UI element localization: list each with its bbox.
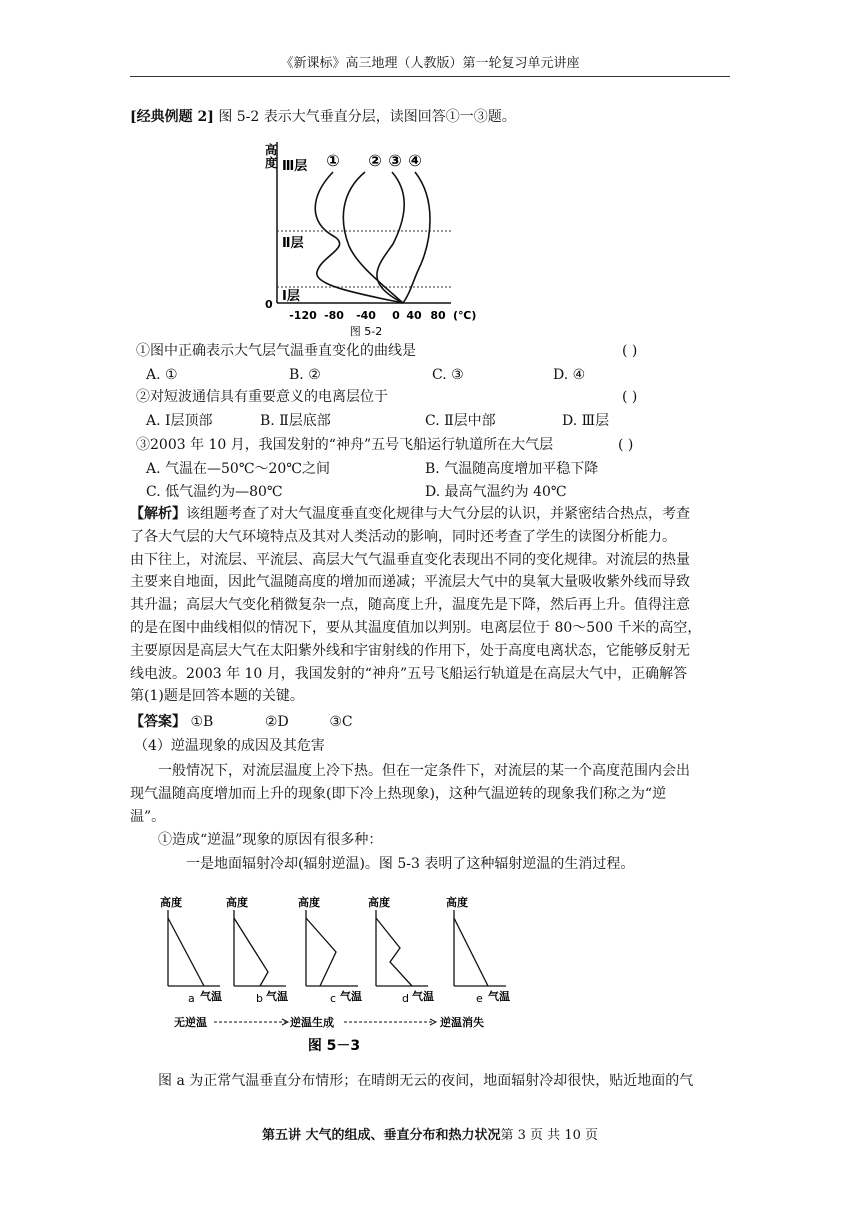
question-2-option-c: C. Ⅱ层中部 <box>425 413 496 429</box>
analysis-line: 由下往上，对流层、平流层、高层大气气温垂直变化表现出不同的变化规律。对流层的热量 <box>130 551 690 568</box>
question-2-option-b: B. Ⅱ层底部 <box>260 413 331 429</box>
analysis-line: 线电波。2003 年 10 月，我国发射的“神舟”五号飞船运行轨道是在高层大气中，正确解答 <box>130 665 688 682</box>
fig53-panel-e-ylabel: 高度 <box>446 896 468 909</box>
fig52-origin: 0 <box>265 298 273 311</box>
fig53-stage-1: 无逆温 <box>174 1016 207 1029</box>
fig52-xtick-2: -80 <box>324 309 344 322</box>
example-tag: [经典例题 2] <box>130 109 214 125</box>
fig52-curve-label-2: ② <box>368 151 382 170</box>
header-divider <box>130 76 730 77</box>
question-1-option-c: C. ③ <box>432 367 464 383</box>
example-prompt: 图 5-2 表示大气垂直分层，读图回答①一③题。 <box>218 109 516 125</box>
fig52-curve-label-3: ③ <box>388 151 402 170</box>
fig53-panel-d-ylabel: 高度 <box>368 896 390 909</box>
fig53-panel-c-xlabel: 气温 <box>340 990 362 1003</box>
fig53-panel-e-letter: e <box>476 992 483 1005</box>
fig53-panel-c <box>298 895 362 1005</box>
fig53-stage-3: 逆温消失 <box>440 1016 484 1029</box>
section-paragraph-3: 一是地面辐射冷却(辐射逆温)。图 5-3 表明了这种辐射逆温的生消过程。 <box>186 856 635 872</box>
figure-5-3 <box>158 888 530 1060</box>
fig52-xtick-5: 40 <box>406 309 422 322</box>
fig53-panel-a <box>160 895 222 1005</box>
question-2-option-d: D. Ⅲ层 <box>562 413 610 429</box>
fig52-curve-2 <box>343 172 403 303</box>
footer-chapter: 第五讲 大气的组成、垂直分布和热力状况 <box>261 1128 501 1143</box>
fig53-panel-e-xlabel: 气温 <box>488 990 510 1003</box>
question-1-option-a: A. ① <box>146 367 178 383</box>
analysis-line: 主要来自地面，因此气温随高度的增加而递减；平流层大气中的臭氧大量吸收紫外线而导致 <box>130 574 690 591</box>
fig53-curve-a <box>168 918 204 986</box>
answer-line <box>130 711 353 733</box>
section-paragraph-1 <box>130 760 732 828</box>
fig53-panel-b-letter: b <box>256 992 263 1005</box>
fig53-panel-b-xlabel: 气温 <box>266 990 288 1003</box>
fig53-curve-d <box>376 918 412 986</box>
section-p1-line: 温”。 <box>130 808 166 825</box>
analysis-line: 第(1)题是回答本题的关键。 <box>130 688 304 705</box>
fig52-unit: (℃) <box>453 309 477 322</box>
fig52-xtick-3: -40 <box>356 309 376 322</box>
question-3-option-d: D. 最高气温约为 40℃ <box>425 484 567 500</box>
fig53-panel-c-ylabel: 高度 <box>298 896 320 909</box>
question-1-stem: ①图中正确表示大气层气温垂直变化的曲线是 <box>136 343 416 359</box>
answer-item-1: ①B <box>190 714 214 730</box>
fig52-layer-1: Ⅰ层 <box>282 289 300 304</box>
question-2-option-a: A. Ⅰ层顶部 <box>146 413 213 429</box>
fig53-stage-2: 逆温生成 <box>290 1016 334 1029</box>
question-2-answer-blank: ( ) <box>622 389 638 405</box>
answer-item-2: ②D <box>264 714 289 730</box>
answer-tag: 【答案】 <box>130 714 186 730</box>
fig53-panel-d-letter: d <box>402 992 409 1005</box>
analysis-line: 主要原因是高层大气在太阳紫外线和宇宙射线的作用下，处于高度电离状态，它能够反射无 <box>130 642 690 659</box>
answer-item-3: ③C <box>329 714 353 730</box>
analysis-line: 了各大气层的大气环境特点及其对人类活动的影响，同时还考查了学生的读图分析能力。 <box>130 528 676 545</box>
example-intro <box>130 106 516 128</box>
question-1-answer-blank: ( ) <box>622 343 638 359</box>
analysis-line: 其升温；高层大气变化稍微复杂一点，随高度上升，温度先是下降，然后再上升。值得注意 <box>130 597 690 614</box>
fig52-xtick-6: 80 <box>430 309 446 322</box>
fig53-caption: 图 5－3 <box>307 1038 361 1054</box>
fig52-caption: 图 5-2 <box>349 325 383 338</box>
question-3-option-b: B. 气温随高度增加平稳下降 <box>425 461 599 477</box>
question-1-option-d: D. ④ <box>553 367 586 383</box>
analysis-paragraph <box>130 503 732 708</box>
fig53-curve-c <box>306 918 336 986</box>
fig52-curve-1 <box>315 172 403 303</box>
fig52-xtick-1: -120 <box>289 309 317 322</box>
question-3-option-c: C. 低气温约为—80℃ <box>146 484 283 500</box>
fig52-curve-label-4: ④ <box>408 151 422 170</box>
fig53-curve-e <box>454 918 488 986</box>
fig53-panel-c-letter: c <box>330 992 337 1005</box>
section-p1-line: 一般情况下，对流层温度上冷下热。但在一定条件下，对流层的某一个高度范围内会出 <box>158 763 690 779</box>
fig53-panel-d <box>368 895 434 1005</box>
analysis-line: 的是在图中曲线相似的情况下，要从其温度值加以判别。电离层位于 80～500 千米的高空， <box>130 619 702 636</box>
fig52-curve-label-1: ① <box>326 151 340 170</box>
question-1-option-b: B. ② <box>289 367 321 383</box>
analysis-line: 该组题考查了对大气温度垂直变化规律与大气分层的认识，并紧密结合热点，考查 <box>186 506 690 522</box>
figure-5-2 <box>255 140 495 340</box>
section-heading: （4）逆温现象的成因及其危害 <box>134 738 325 754</box>
fig53-curve-b <box>234 918 268 986</box>
fig53-panel-a-xlabel: 气温 <box>200 990 222 1003</box>
question-3-option-a: A. 气温在—50℃～20℃之间 <box>146 461 330 477</box>
fig53-panel-b-ylabel: 高度 <box>226 896 248 909</box>
footer-page: 第 3 页 共 10 页 <box>500 1128 598 1143</box>
question-3-stem: ③2003 年 10 月，我国发射的“神舟”五号飞船运行轨道所在大气层 <box>136 437 554 453</box>
fig52-ylabel-2: 度 <box>265 156 278 170</box>
question-3-answer-blank: ( ) <box>618 437 634 453</box>
section-p1-line: 现气温随高度增加而上升的现象(即下冷上热现象)，这种气温逆转的现象我们称之为“逆 <box>130 785 667 802</box>
page-header: 《新课标》高三地理（人教版）第一轮复习单元讲座 <box>280 56 580 71</box>
page-footer <box>0 1124 860 1143</box>
question-2-stem: ②对短波通信具有重要意义的电离层位于 <box>136 389 388 405</box>
fig53-panel-a-letter: a <box>188 992 195 1005</box>
fig53-panel-e <box>446 895 510 1005</box>
last-paragraph: 图 a 为正常气温垂直分布情形；在晴朗无云的夜间，地面辐射冷却很快，贴近地面的气 <box>158 1073 694 1089</box>
fig53-panel-b <box>226 895 288 1005</box>
fig53-panel-d-xlabel: 气温 <box>412 990 434 1003</box>
fig52-xtick-4: 0 <box>392 309 400 322</box>
fig52-ylabel-1: 高 <box>265 143 278 157</box>
fig52-layer-3: Ⅲ层 <box>282 159 308 174</box>
fig53-panel-a-ylabel: 高度 <box>160 896 182 909</box>
section-paragraph-2: ①造成“逆温”现象的原因有很多种： <box>158 832 383 848</box>
fig52-curve-4 <box>403 172 430 303</box>
fig52-layer-2: Ⅱ层 <box>282 236 304 251</box>
analysis-tag: 【解析】 <box>130 506 186 522</box>
